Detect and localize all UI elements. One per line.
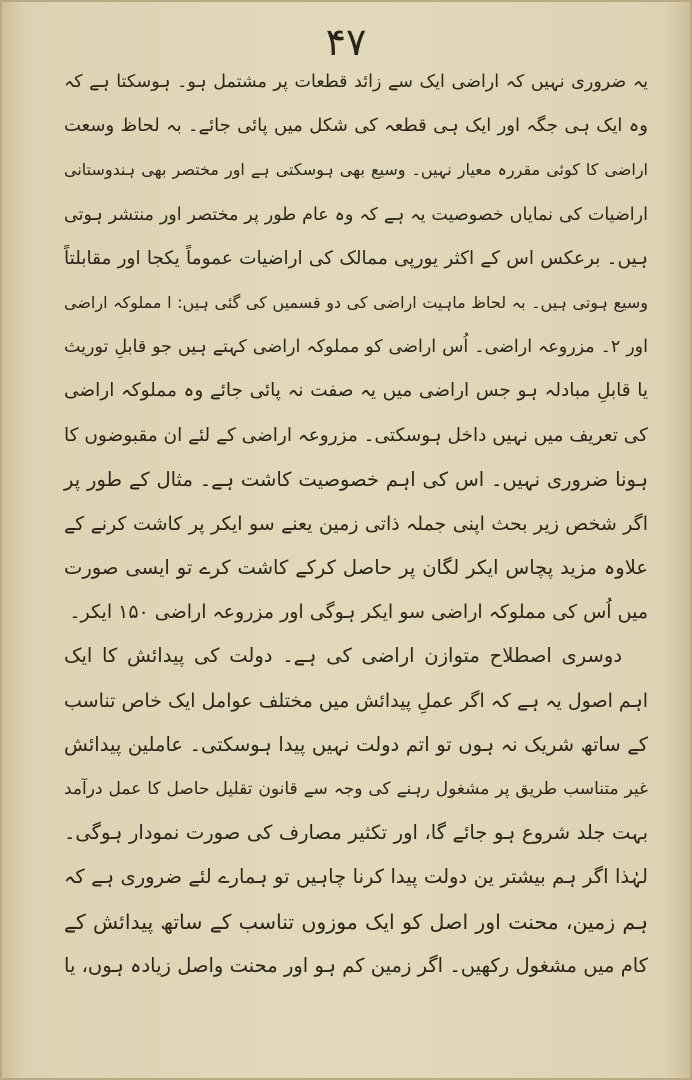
text-line: ہونا ضروری نہیں۔ اس کی اہم خصوصیت کاشت ہے۔ مثال کے طور پر xyxy=(64,467,648,491)
text-line: اگر شخص زیر بحث اپنی جملہ ذاتی زمین یعنے سو ایکر پر کاشت کرنے کے xyxy=(64,512,648,535)
text-line: یہ ضروری نہیں کہ اراضی ایک سے زائد قطعات پر مشتمل ہو۔ ہوسکتا ہے کہ xyxy=(64,72,648,92)
page-body-text xyxy=(64,60,648,988)
text-line: وسیع ہوتی ہیں۔ بہ لحاظ ماہیت اراضی کی دو قسمیں کی گئی ہیں: ا مملوکہ اراضی xyxy=(64,292,648,312)
text-line: اور ۲۔ مزروعہ اراضی۔ اُس اراضی کو مملوکہ اراضی کہتے ہیں جو قابلِ توریث xyxy=(64,337,648,358)
text-line: دوسری اصطلاح متوازن اراضی کی ہے۔ دولت کی پیدائش کا ایک xyxy=(64,644,622,668)
text-line: اہم اصول یہ ہے کہ اگر عملِ پیدائش میں مختلف عوامل ایک خاص تناسب xyxy=(64,689,648,712)
text-line: کی تعریف میں نہیں داخل ہوسکتی۔ مزروعہ اراضی کے لئے ان مقبوضوں کا xyxy=(64,424,648,446)
text-line: وہ ایک ہی جگہ اور ایک ہی قطعہ کی شکل میں پائی جائے۔ بہ لحاظ وسعت xyxy=(64,115,648,137)
text-line: غیر متناسب طریق پر مشغول رہنے کی وجہ سے قانون تقلیل حاصل کا عمل درآمد xyxy=(64,779,648,799)
page-number: ۴۷ xyxy=(325,20,367,64)
text-line: کام میں مشغول رکھیں۔ اگر زمین کم ہو اور محنت واصل زیادہ ہوں، یا xyxy=(64,953,648,977)
text-line: لہٰذا اگر ہم بیشتر ین دولت پیدا کرنا چاہیں تو ہمارے لئے ضروری ہے کہ xyxy=(64,865,648,889)
text-line: ہیں۔ برعکس اس کے اکثر یورپی ممالک کی اراضیات عموماً یکجا اور مقابلتاً xyxy=(64,247,648,269)
text-line: علاوہ مزید پچاس ایکر لگان پر حاصل کرکے کاشت کرے تو ایسی صورت xyxy=(64,556,648,580)
text-line: اراضیات کی نمایاں خصوصیت یہ ہے کہ وہ عام طور پر مختصر اور منتشر ہوتی xyxy=(64,204,648,225)
text-line: ہم زمین، محنت اور اصل کو ایک موزوں تناسب کے ساتھ پیدائش کے xyxy=(64,909,648,934)
text-line: میں اُس کی مملوکہ اراضی سو ایکر ہوگی اور مزروعہ اراضی ۱۵۰ ایکر۔ xyxy=(69,601,648,624)
text-line: یا قابلِ مبادلہ ہو جس اراضی میں یہ صفت نہ پائی جائے وہ مملوکہ اراضی xyxy=(64,380,648,402)
text-line: کے ساتھ شریک نہ ہوں تو اتم دولت نہیں پیدا ہوسکتی۔ عاملین پیدائش xyxy=(64,732,648,756)
text-line: بہت جلد شروع ہو جائے گا، اور تکثیر مصارف کی صورت نمودار ہوگی۔ xyxy=(64,821,648,845)
text-line: اراضی کا کوئی مقررہ معیار نہیں۔ وسیع بھی ہوسکتی ہے اور مختصر بھی ہندوستانی xyxy=(64,160,648,180)
